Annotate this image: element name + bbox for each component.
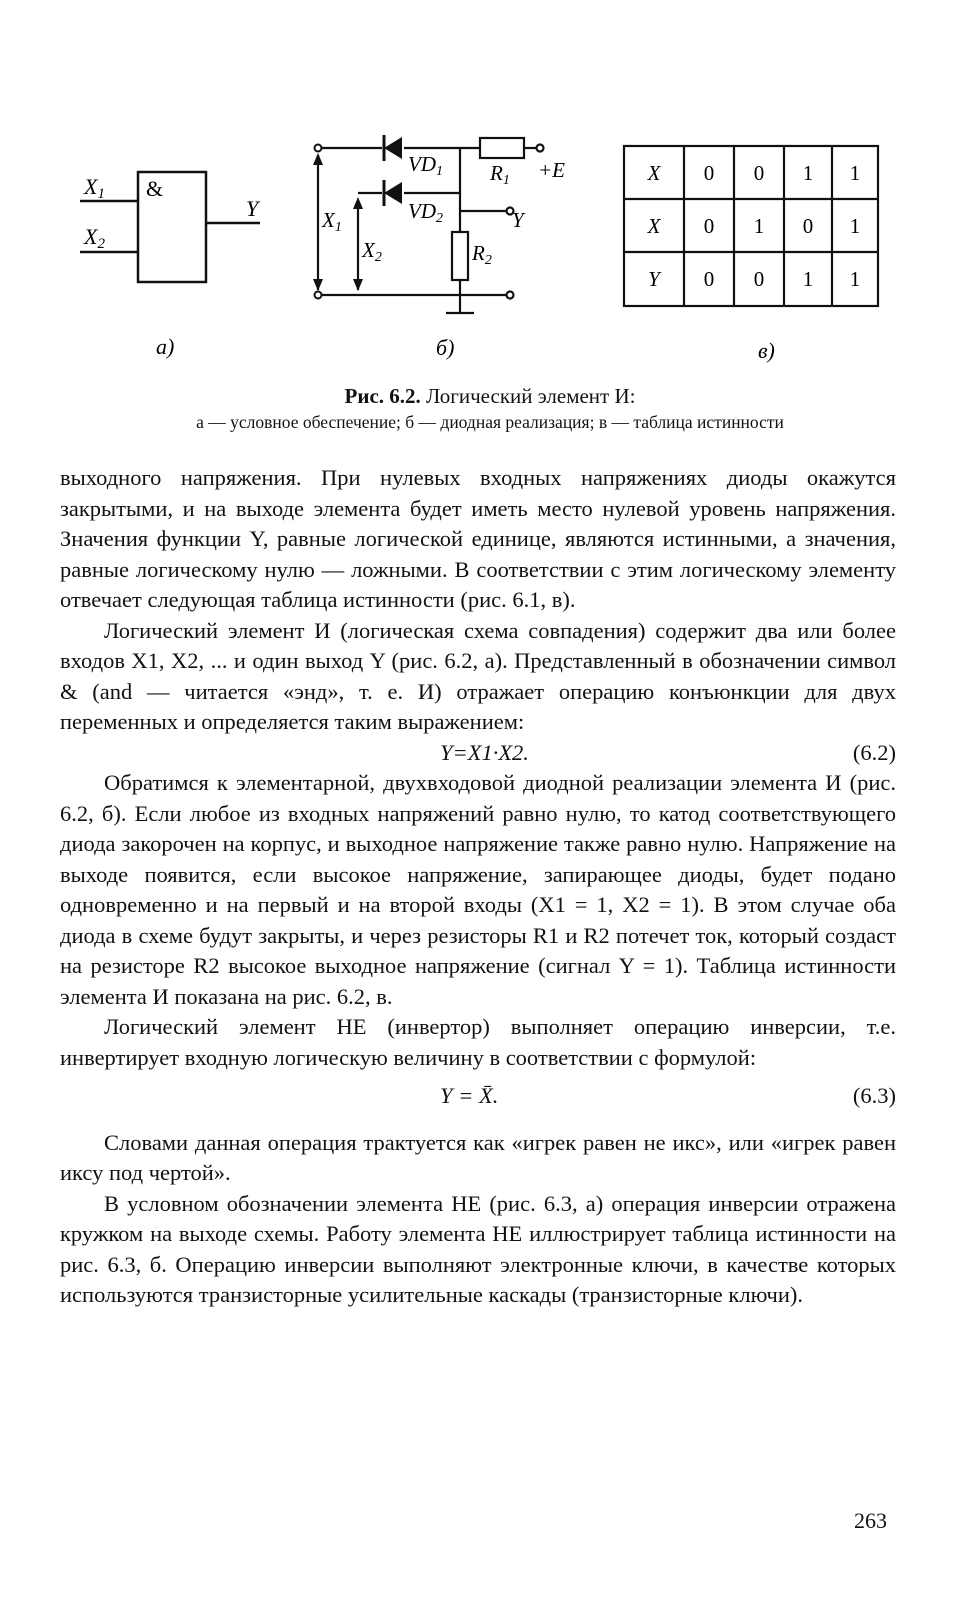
label-vd2: VD2 bbox=[408, 199, 443, 226]
sublabel-a: а) bbox=[156, 334, 175, 359]
page-number: 263 bbox=[854, 1508, 887, 1533]
truth-table-cell: 0 bbox=[802, 214, 814, 238]
label-x1-in: X1 bbox=[322, 208, 342, 235]
formula-6-2-expr: Y=X1·X2. bbox=[440, 739, 529, 765]
truth-table-row-label: Y bbox=[648, 267, 660, 291]
caption-number: Рис. 6.2. bbox=[344, 384, 421, 408]
paragraph-4: Логический элемент НЕ (инвертор) выполняет операцию инверсии, т.е. инвертирует входную логическую величину в соответствии с формулой: bbox=[60, 1014, 896, 1070]
label-x1: X1 bbox=[84, 174, 105, 202]
truth-table-row-label: X bbox=[647, 214, 661, 238]
formula-6-3-number: (6.3) bbox=[852, 1083, 896, 1108]
truth-table-cell: 0 bbox=[703, 214, 715, 238]
body-text bbox=[60, 463, 896, 1311]
label-y-out: Y bbox=[512, 208, 524, 232]
formula-6-3 bbox=[60, 1081, 896, 1112]
paragraph-6: В условном обозначении элемента НЕ (рис. 6.3, а) операция инверсии отражена кружком на выходе схемы. Работу элемента НЕ иллюстрирует таблица истинности на рис. 6.3, б. Операцию инверсии выполняют электронные ключи, в качестве которых используются транзисторные усилительные каскады (транзисторные ключи). bbox=[60, 1190, 896, 1307]
formula-6-2-number: (6.2) bbox=[852, 739, 896, 765]
truth-table-cell: 0 bbox=[703, 161, 715, 185]
paragraph-2: Логический элемент И (логическая схема совпадения) содержит два или более входов X1, X2, ... и один выход Y (рис. 6.2, а). Представленный в обозначении символ & (and — читается «энд», т. е. И) отражает операцию конъюнкции для двух переменных и определяется таким выражением: bbox=[60, 617, 896, 734]
figure-caption bbox=[60, 384, 920, 409]
label-x2: X2 bbox=[84, 224, 105, 252]
paragraph-3: Обратимся к элементарной, двухвходовой диодной реализации элемента И (рис. 6.2, б). Если любое из входных напряжений равно нулю, то катод соответствующего диода закорочен на корпус, и выходное напряжение также равно нулю. Напряжение на выходе появится, если высокое напряжение, запирающее диоды, будет подано одновременно и на первый и на второй входы (X1 = 1, X2 = 1). В этом случае оба диода в схеме будут закрыты, и через резисторы R1 и R2 потечет ток, который создаст на резисторе R2 высокое выходное напряжение (сигнал Y = 1). Таблица истинности элемента И показана на рис. 6.2, в. bbox=[60, 770, 896, 1009]
sublabel-b: б) bbox=[436, 335, 455, 360]
diode-vd1-icon bbox=[384, 135, 402, 161]
diode-vd2-icon bbox=[384, 180, 402, 206]
figure-caption-subtitle: а — условное обеспечение; б — диодная реализация; в — таблица истинности bbox=[196, 412, 784, 432]
truth-table-cell: 1 bbox=[802, 161, 814, 185]
formula-6-3-expr: Y = X̄. bbox=[440, 1083, 499, 1108]
label-x2-in: X2 bbox=[362, 238, 382, 265]
formula-6-2 bbox=[60, 738, 896, 769]
truth-table-cell: 1 bbox=[753, 214, 765, 238]
truth-table-cell: 1 bbox=[849, 267, 861, 291]
truth-table-row-label: X bbox=[647, 161, 661, 185]
truth-table-cell: 0 bbox=[753, 161, 765, 185]
figure-c-truth-table bbox=[616, 140, 886, 365]
figure-b-diode-circuit bbox=[300, 115, 590, 365]
label-vd1: VD1 bbox=[408, 152, 443, 179]
figure-a-and-gate bbox=[70, 160, 280, 360]
truth-table-cell: 1 bbox=[849, 161, 861, 185]
sublabel-c: в) bbox=[758, 338, 775, 363]
paragraph-1: выходного напряжения. При нулевых входных напряжениях диоды окажутся закрытыми, и на выходе элемента будет иметь место нулевой уровень напряжения. Значения функции Y, равные логической единице, являются истинными, а значения, равные логическому нулю — ложными. В соответствии с этим логическому элементу отвечает следующая таблица истинности (рис. 6.1, в). bbox=[60, 465, 896, 612]
label-r2: R2 bbox=[472, 241, 492, 268]
truth-table-cell: 0 bbox=[753, 267, 765, 291]
truth-table-cell: 0 bbox=[703, 267, 715, 291]
label-r1: R1 bbox=[490, 161, 510, 188]
truth-table-cell: 1 bbox=[849, 214, 861, 238]
truth-table-cell: 1 bbox=[802, 267, 814, 291]
caption-title: Логический элемент И: bbox=[426, 384, 636, 408]
paragraph-5: Словами данная операция трактуется как «игрек равен не икс», или «игрек равен иксу под чертой». bbox=[60, 1129, 896, 1185]
gate-symbol: & bbox=[146, 176, 164, 201]
label-y: Y bbox=[246, 196, 259, 221]
label-supply: +E bbox=[538, 158, 565, 182]
